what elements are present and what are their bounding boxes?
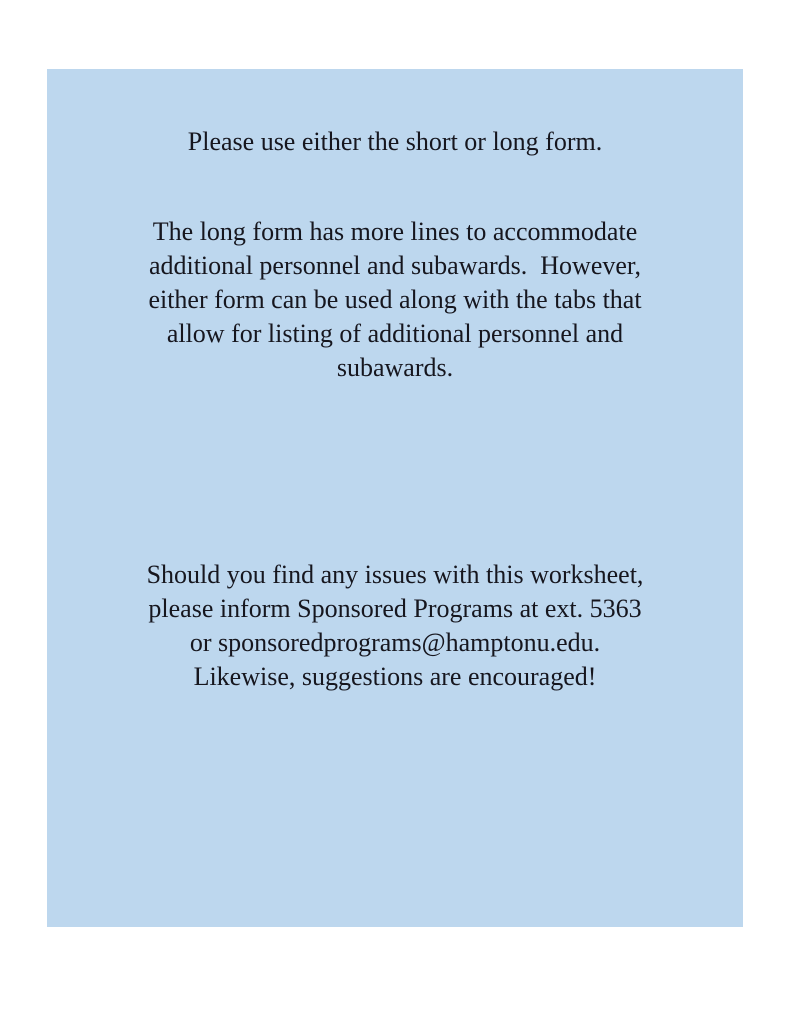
text-line: The long form has more lines to accommodate — [152, 217, 638, 246]
text-line: allow for listing of additional personnel and — [166, 319, 624, 348]
paragraph-form-choice — [47, 125, 743, 159]
text-line: Please use either the short or long form. — [187, 127, 603, 156]
info-panel — [47, 69, 743, 927]
paragraph-long-form-info — [47, 215, 743, 385]
text-line: Likewise, suggestions are encouraged! — [193, 662, 597, 691]
text-line: subawards. — [336, 353, 454, 382]
text-line: either form can be used along with the tabs that — [148, 285, 642, 314]
text-line: Should you find any issues with this worksheet, — [146, 560, 644, 589]
paragraph-contact-info — [47, 558, 743, 694]
text-line: additional personnel and subawards. However, — [148, 251, 642, 280]
text-line-email: or sponsoredprograms@hamptonu.edu. — [189, 628, 601, 657]
text-line: please inform Sponsored Programs at ext. 5363 — [148, 594, 642, 623]
